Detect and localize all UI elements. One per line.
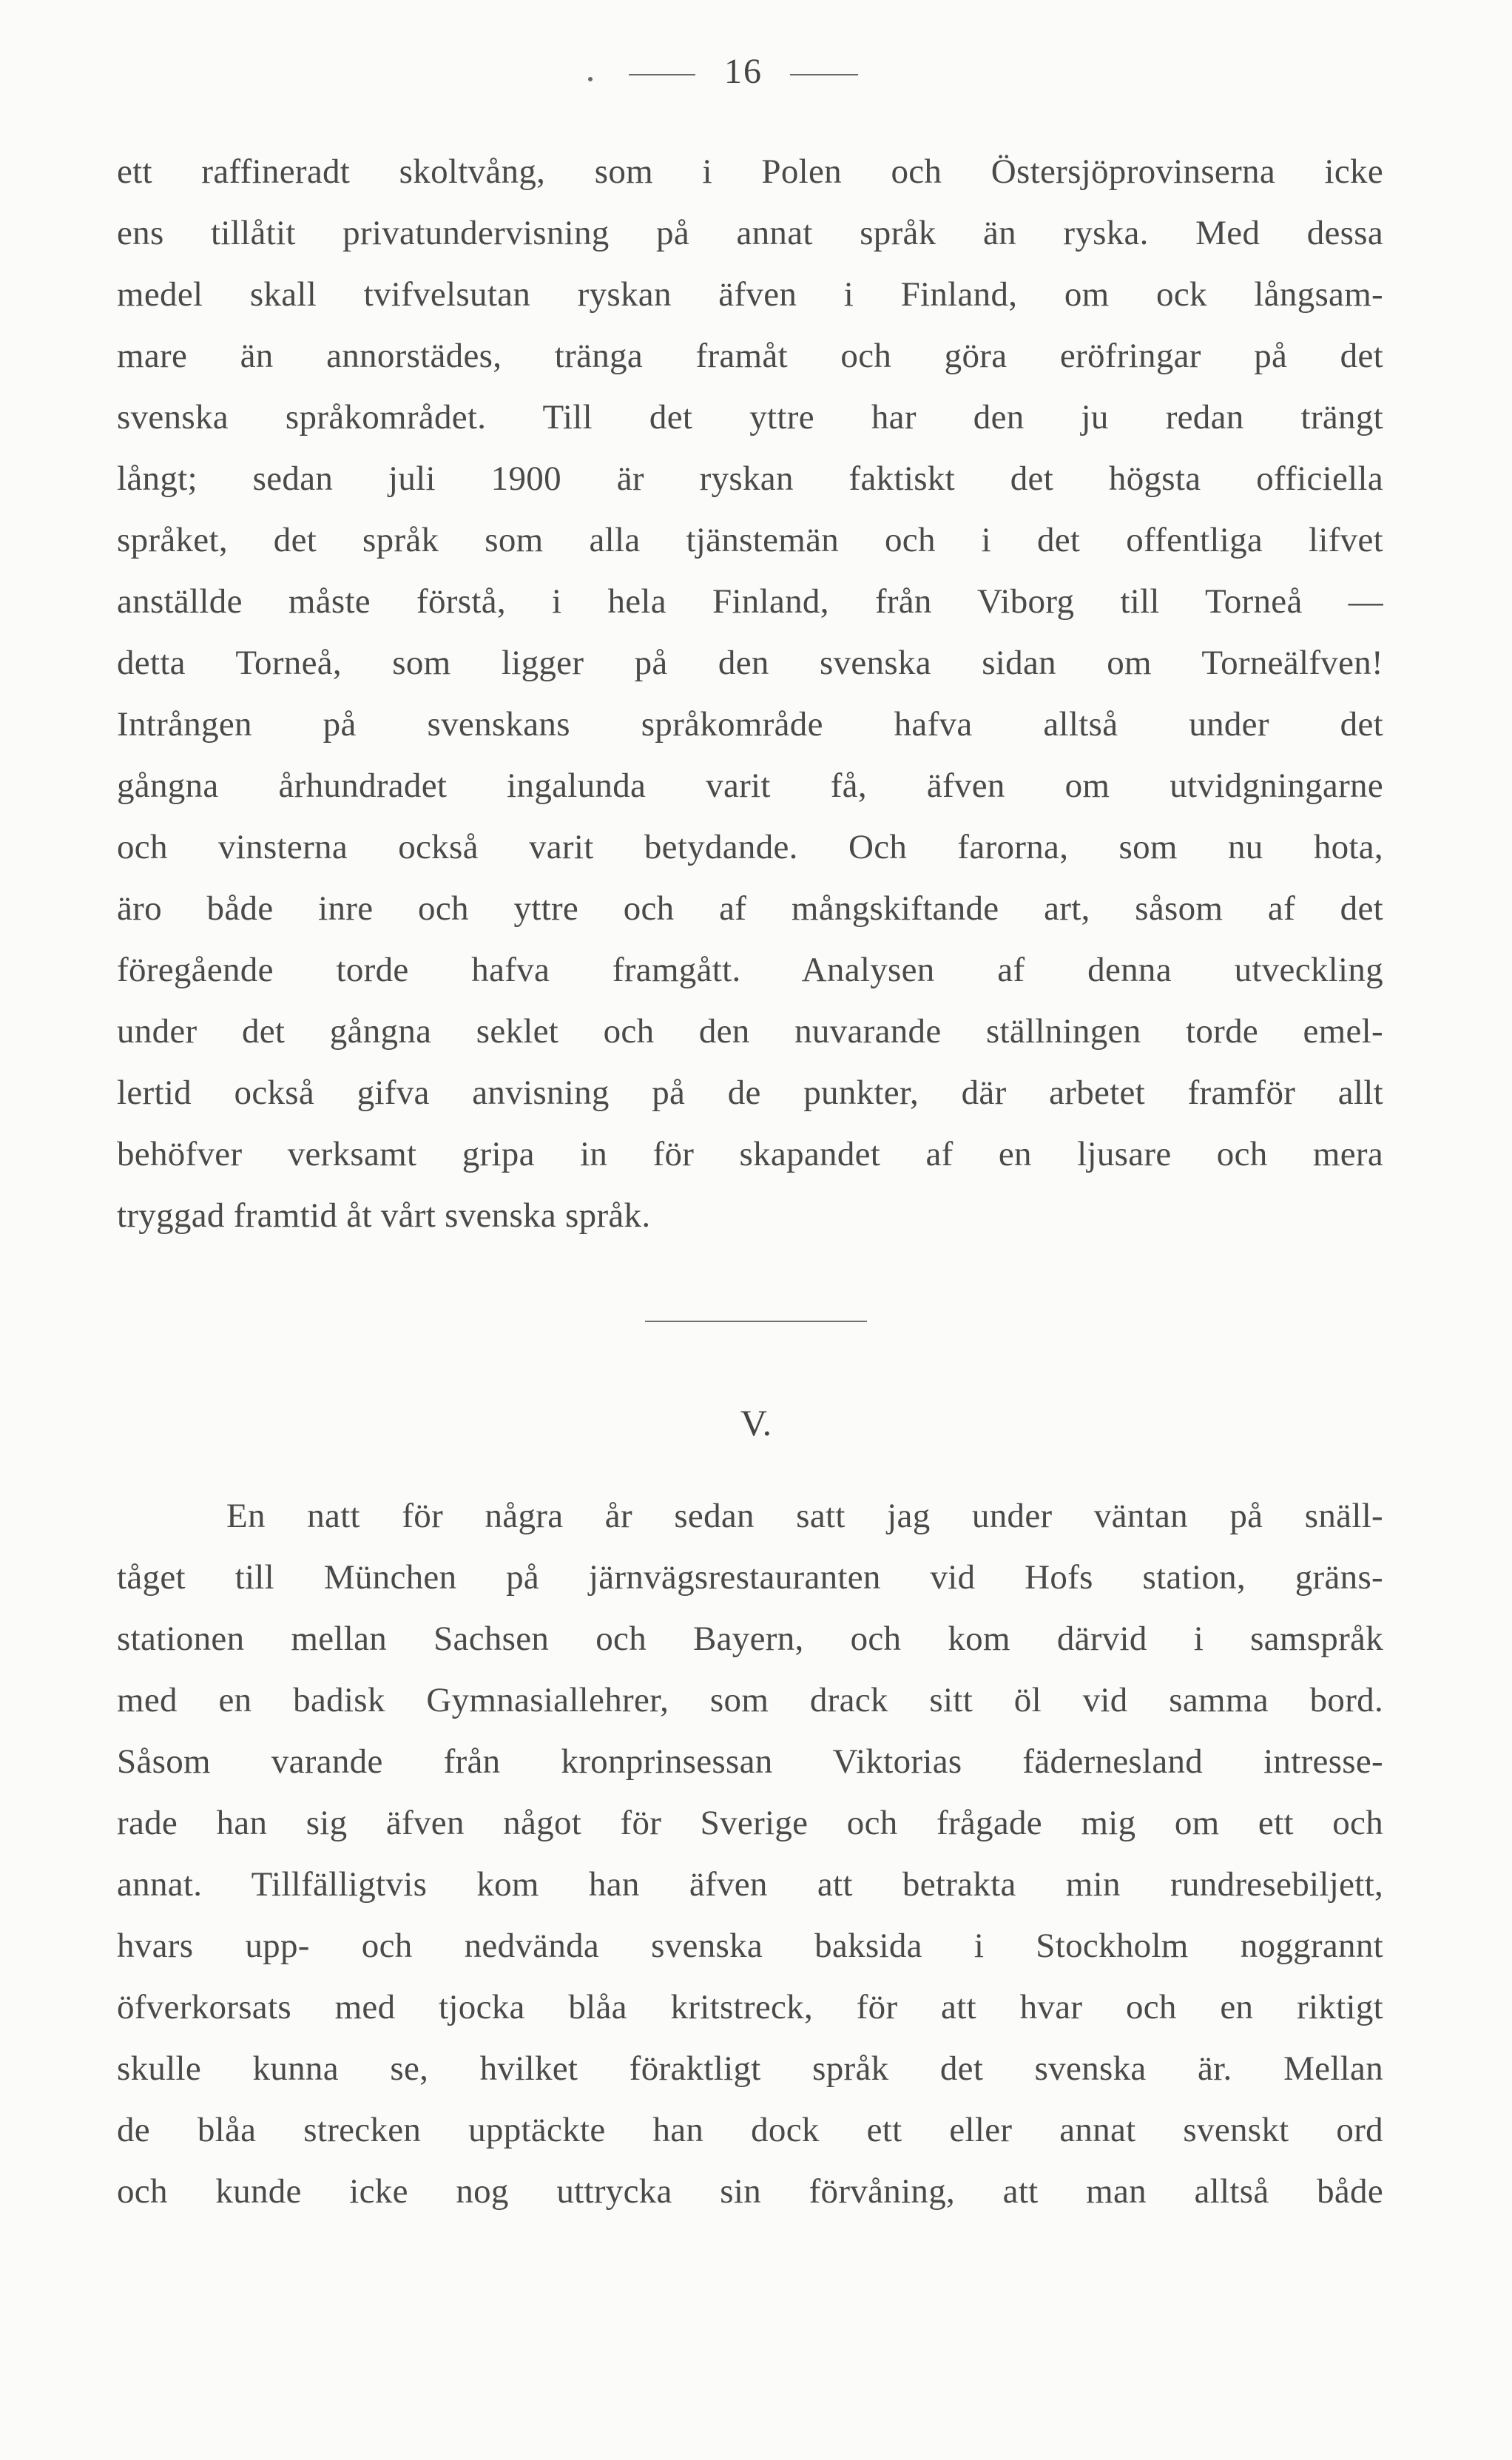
text-line: gångna århundradet ingalunda varit få, äfven om utvidgningarne — [117, 766, 1383, 805]
text-line: och kunde icke nog uttrycka sin förvåning, att man alltså både — [117, 2172, 1383, 2211]
text-line: svenska språkområdet. Till det yttre har den ju redan trängt — [117, 398, 1383, 437]
text-line: ett raffineradt skoltvång, som i Polen och Östersjöprovinserna icke — [117, 152, 1383, 191]
text-line: äro både inre och yttre och af mångskiftande art, såsom af det — [117, 889, 1383, 928]
text-line: hvars upp- och nedvända svenska baksida i Stockholm noggrannt — [117, 1927, 1383, 1965]
text-line: En natt för några år sedan satt jag under väntan på snäll- — [226, 1497, 1383, 1535]
section-divider — [645, 1321, 867, 1322]
text-line: lertid också gifva anvisning på de punkter, där arbetet framför allt — [117, 1074, 1383, 1112]
text-line: öfverkorsats med tjocka blåa kritstreck, för att hvar och en riktigt — [117, 1988, 1383, 2026]
text-line: språket, det språk som alla tjänstemän och i det offentliga lifvet — [117, 521, 1383, 559]
text-line: med en badisk Gymnasiallehrer, som drack sitt öl vid samma bord. — [117, 1681, 1383, 1719]
header-dot — [588, 77, 593, 81]
text-line: tåget till München på järnvägsrestauranten vid Hofs station, gräns- — [117, 1558, 1383, 1597]
header-rule-right — [790, 74, 858, 75]
text-line: långt; sedan juli 1900 är ryskan faktiskt det högsta officiella — [117, 459, 1383, 498]
section-heading: V. — [740, 1402, 772, 1443]
text-line: detta Torneå, som ligger på den svenska sidan om Torneälfven! — [117, 644, 1383, 682]
paragraph-1 — [117, 141, 1383, 1247]
text-line: medel skall tvifvelsutan ryskan äfven i Finland, om ock långsam- — [117, 275, 1383, 314]
text-line: tryggad framtid åt vårt svenska språk. — [117, 1196, 651, 1235]
text-line: skulle kunna se, hvilket föraktligt språk det svenska är. Mellan — [117, 2049, 1383, 2088]
text-line: ens tillåtit privatundervisning på annat språk än ryska. Med dessa — [117, 214, 1383, 252]
text-line: Såsom varande från kronprinsessan Viktorias fädernesland intresse- — [117, 1742, 1383, 1781]
text-line: annat. Tillfälligtvis kom han äfven att betrakta min rundresebiljett, — [117, 1865, 1383, 1904]
text-line: mare än annorstädes, tränga framåt och göra eröfringar på det — [117, 337, 1383, 375]
page-header — [0, 46, 1512, 98]
page-number: 16 — [724, 52, 763, 91]
text-line: och vinsterna också varit betydande. Och farorna, som nu hota, — [117, 828, 1383, 866]
text-line: rade han sig äfven något för Sverige och frågade mig om ett och — [117, 1804, 1383, 1842]
text-line: föregående torde hafva framgått. Analysen af denna utveckling — [117, 951, 1383, 989]
text-line: Intrången på svenskans språkområde hafva alltså under det — [117, 705, 1383, 744]
text-line: under det gångna seklet och den nuvarande ställningen torde emel- — [117, 1012, 1383, 1051]
header-rule-left — [629, 74, 695, 75]
text-line: behöfver verksamt gripa in för skapandet af en ljusare och mera — [117, 1135, 1383, 1173]
paragraph-2 — [117, 1486, 1383, 2223]
text-line: de blåa strecken upptäckte han dock ett eller annat svenskt ord — [117, 2111, 1383, 2149]
text-line: anställde måste förstå, i hela Finland, från Viborg till Torneå — — [117, 582, 1383, 621]
text-line: stationen mellan Sachsen och Bayern, och kom därvid i samspråk — [117, 1620, 1383, 1658]
